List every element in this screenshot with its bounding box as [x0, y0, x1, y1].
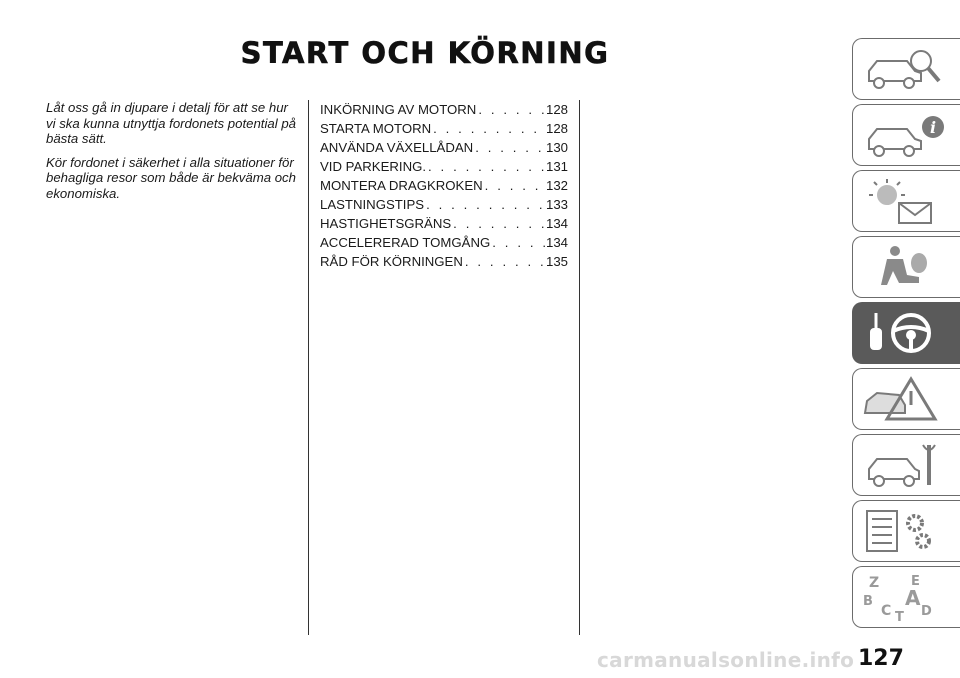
toc-entry-label: ANVÄNDA VÄXELLÅDAN — [320, 140, 474, 155]
svg-text:E: E — [911, 574, 920, 589]
chapter-title: START OCH KÖRNING — [240, 36, 610, 70]
page-number: 127 — [858, 646, 904, 671]
toc-entry[interactable] — [320, 195, 568, 214]
toc-entry[interactable] — [320, 138, 568, 157]
toc-entry[interactable] — [320, 233, 568, 252]
toc-entry-page: 135 — [545, 254, 568, 269]
toc-entry-page: 128 — [545, 102, 568, 117]
column-divider — [579, 100, 580, 635]
svg-text:B: B — [863, 594, 873, 609]
toc-entry-label: INKÖRNING AV MOTORN — [320, 102, 477, 117]
column-divider — [308, 100, 309, 635]
intro-paragraph: Låt oss gå in djupare i detalj för att se hur vi ska kunna utnyttja fordonets potential på bästa sätt. — [46, 100, 296, 147]
toc-leader-dots — [463, 252, 546, 271]
toc-leader-dots — [431, 119, 546, 138]
toc-entry[interactable] — [320, 100, 568, 119]
intro-text — [46, 100, 298, 210]
toc-entry-page: 134 — [545, 216, 568, 231]
toc-entry-page: 132 — [545, 178, 568, 193]
table-of-contents — [320, 100, 568, 271]
toc-entry[interactable] — [320, 119, 568, 138]
toc-entry[interactable] — [320, 214, 568, 233]
car-info-icon — [859, 109, 955, 161]
toc-entry-label: LASTNINGSTIPS — [320, 197, 425, 212]
toc-leader-dots — [451, 214, 546, 233]
svg-text:A: A — [905, 586, 921, 610]
toc-entry-label: ACCELERERAD TOMGÅNG — [320, 235, 491, 250]
key-steering-wheel-icon — [859, 307, 955, 359]
car-wrench-icon — [859, 439, 955, 491]
tab-car-info[interactable] — [852, 104, 960, 166]
car-magnifier-icon — [859, 43, 955, 95]
toc-entry-page: 133 — [545, 197, 568, 212]
toc-leader-dots — [490, 233, 546, 252]
svg-text:D: D — [921, 604, 932, 619]
watermark: carmanualsonline.info — [597, 648, 855, 672]
intro-paragraph: Kör fordonet i säkerhet i alla situationer för behagliga resor som både är bekväma och ekonomiska. — [46, 154, 296, 201]
toc-leader-dots — [426, 157, 546, 176]
toc-leader-dots — [476, 100, 546, 119]
tab-maintenance[interactable] — [852, 434, 960, 496]
tab-emergency[interactable] — [852, 368, 960, 430]
toc-entry-label: RÅD FÖR KÖRNINGEN — [320, 254, 463, 269]
toc-entry[interactable] — [320, 252, 568, 271]
warning-light-envelope-icon — [859, 175, 955, 227]
toc-leader-dots — [483, 176, 546, 195]
toc-leader-dots — [424, 195, 546, 214]
svg-text:C: C — [881, 603, 892, 619]
toc-entry-label: STARTA MOTORN — [320, 121, 432, 136]
seat-airbag-icon — [859, 241, 955, 293]
toc-entry[interactable] — [320, 176, 568, 195]
toc-entry-label: MONTERA DRAGKROKEN — [320, 178, 483, 193]
tab-start-and-driving[interactable] — [852, 302, 960, 364]
tab-safety[interactable] — [852, 236, 960, 298]
toc-entry-page: 131 — [545, 159, 568, 174]
tab-car-magnifier[interactable] — [852, 38, 960, 100]
toc-entry-page: 128 — [545, 121, 568, 136]
toc-entry[interactable] — [320, 157, 568, 176]
svg-text:T: T — [895, 610, 904, 623]
toc-entry-page: 134 — [545, 235, 568, 250]
toc-entry-page: 130 — [545, 140, 568, 155]
car-warning-triangle-icon — [859, 373, 955, 425]
svg-text:Z: Z — [869, 575, 880, 591]
toc-leader-dots — [473, 138, 546, 157]
toc-entry-label: VID PARKERING. — [320, 159, 427, 174]
tab-warning-lights[interactable] — [852, 170, 960, 232]
toc-entry-label: HASTIGHETSGRÄNS — [320, 216, 452, 231]
list-gears-icon — [859, 505, 955, 557]
svg-text:i: i — [930, 118, 937, 137]
tab-index[interactable] — [852, 566, 960, 628]
tab-technical-data[interactable] — [852, 500, 960, 562]
alphabet-index-icon — [859, 571, 955, 623]
